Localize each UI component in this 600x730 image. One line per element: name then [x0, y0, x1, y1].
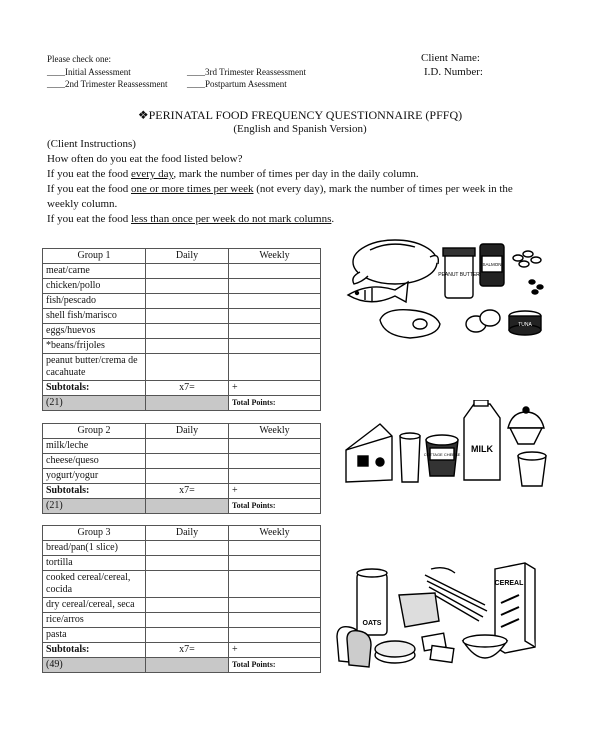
table-row: fish/pescado	[43, 294, 321, 309]
multiplier: x7=	[146, 381, 229, 396]
daily-cell[interactable]	[146, 571, 229, 598]
total-points-label: Total Points:	[229, 499, 321, 514]
group3-table	[42, 525, 321, 673]
check-label: Please check one:	[47, 54, 111, 64]
oats-label: OATS	[362, 620, 382, 627]
weekly-cell[interactable]	[229, 454, 321, 469]
daily-cell[interactable]	[146, 439, 229, 454]
total-points-label: Total Points:	[229, 658, 321, 673]
plus-sign: +	[229, 381, 321, 396]
milk-jug-icon	[464, 400, 500, 480]
table-row: yogurt/yogur	[43, 469, 321, 484]
table-row: tortilla	[43, 556, 321, 571]
page-subtitle: (English and Spanish Version)	[233, 123, 367, 135]
subtotals-label: Subtotals:	[43, 381, 146, 396]
eggs-icon	[466, 310, 500, 332]
daily-cell[interactable]	[146, 454, 229, 469]
protein-foods-illustration	[340, 232, 555, 347]
grain-foods-illustration	[335, 555, 550, 680]
weekly-cell[interactable]	[229, 279, 321, 294]
daily-cell[interactable]	[146, 279, 229, 294]
group2-weekly-header: Weekly	[229, 424, 321, 439]
table-row: cooked cereal/cereal, cocida	[43, 571, 321, 598]
table-row: shell fish/marisco	[43, 309, 321, 324]
daily-cell[interactable]	[146, 613, 229, 628]
client-name-label: Client Name:	[421, 52, 480, 64]
bread-icon	[337, 627, 371, 667]
milk-glass-icon	[400, 433, 420, 482]
table-row: peanut butter/crema de cacahuate	[43, 354, 321, 381]
group-max: (21)	[43, 499, 146, 514]
daily-cell[interactable]	[146, 598, 229, 613]
id-number-label: I.D. Number:	[424, 66, 483, 78]
instructions	[47, 137, 567, 227]
subtotals-label: Subtotals:	[43, 643, 146, 658]
instructions-line3-cont: weekly column.	[47, 198, 118, 210]
table-row: chicken/pollo	[43, 279, 321, 294]
subtotals-label: Subtotals:	[43, 484, 146, 499]
option-initial-assessment[interactable]: ____Initial Assessment	[47, 67, 131, 77]
fish-icon	[348, 282, 408, 302]
total-points-label: Total Points:	[229, 396, 321, 411]
salmon-label: SALMON	[482, 262, 502, 267]
cereal-bowl-icon	[463, 635, 507, 658]
daily-cell[interactable]	[146, 541, 229, 556]
salmon-can-icon	[480, 244, 504, 286]
option-2nd-trimester[interactable]: ____2nd Trimester Reassessment	[47, 79, 168, 89]
table-row: pasta	[43, 628, 321, 643]
option-3rd-trimester[interactable]: ____3rd Trimester Reassessment	[187, 67, 306, 77]
cereal-label: CEREAL	[494, 580, 524, 587]
instructions-line3: If you eat the food one or more times per week (not every day), mark the number of times per week in the	[47, 183, 513, 195]
weekly-cell[interactable]	[229, 556, 321, 571]
table-row: bread/pan(1 slice)	[43, 541, 321, 556]
group3-weekly-header: Weekly	[229, 526, 321, 541]
group2-header: Group 2	[43, 424, 146, 439]
instructions-line2: If you eat the food every day, mark the number of times per day in the daily column.	[47, 168, 419, 180]
instructions-line1: How often do you eat the food listed below?	[47, 153, 243, 165]
daily-cell[interactable]	[146, 556, 229, 571]
page-title: ❖PERINATAL FOOD FREQUENCY QUESTIONNAIRE (PFFQ)	[137, 108, 463, 122]
turkey-icon	[353, 240, 438, 284]
instructions-heading: (Client Instructions)	[47, 138, 136, 150]
daily-cell[interactable]	[146, 469, 229, 484]
table-row: meat/carne	[43, 264, 321, 279]
table-row: cheese/queso	[43, 454, 321, 469]
group-max: (21)	[43, 396, 146, 411]
instructions-line4: If you eat the food less than once per week do not mark columns.	[47, 213, 335, 225]
beans-icon	[513, 251, 543, 294]
tuna-can-icon	[509, 311, 541, 335]
yogurt-icon	[508, 407, 544, 444]
daily-cell[interactable]	[146, 264, 229, 279]
weekly-cell[interactable]	[229, 264, 321, 279]
plus-sign: +	[229, 643, 321, 658]
weekly-cell[interactable]	[229, 309, 321, 324]
cottage-cheese-label: COTTAGE CHEESE	[423, 452, 461, 457]
group2-table	[42, 423, 321, 514]
cheese-icon	[346, 424, 392, 482]
weekly-cell[interactable]	[229, 294, 321, 309]
group3-daily-header: Daily	[146, 526, 229, 541]
daily-cell[interactable]	[146, 354, 229, 381]
weekly-cell[interactable]	[229, 469, 321, 484]
tuna-label: TUNA	[518, 322, 532, 328]
weekly-cell[interactable]	[229, 571, 321, 598]
daily-cell[interactable]	[146, 628, 229, 643]
group1-daily-header: Daily	[146, 249, 229, 264]
yogurt-cup-icon	[518, 452, 546, 486]
table-row: dry cereal/cereal, seca	[43, 598, 321, 613]
daily-cell[interactable]	[146, 339, 229, 354]
table-row: rice/arros	[43, 613, 321, 628]
cottage-cheese-icon	[424, 435, 461, 476]
daily-cell[interactable]	[146, 294, 229, 309]
weekly-cell[interactable]	[229, 339, 321, 354]
group1-table	[42, 248, 321, 411]
weekly-cell[interactable]	[229, 324, 321, 339]
dairy-foods-illustration	[340, 400, 555, 495]
table-row: milk/leche	[43, 439, 321, 454]
steak-icon	[380, 310, 440, 338]
multiplier: x7=	[146, 484, 229, 499]
table-row: eggs/huevos	[43, 324, 321, 339]
group3-header: Group 3	[43, 526, 146, 541]
weekly-cell[interactable]	[229, 541, 321, 556]
group-max: (49)	[43, 658, 146, 673]
plus-sign: +	[229, 484, 321, 499]
table-row: *beans/frijoles	[43, 339, 321, 354]
tortilla-icon	[375, 641, 415, 663]
peanut-butter-jar-icon	[438, 248, 480, 298]
group1-weekly-header: Weekly	[229, 249, 321, 264]
weekly-cell[interactable]	[229, 613, 321, 628]
oats-canister-icon	[357, 569, 387, 635]
weekly-cell[interactable]	[229, 354, 321, 381]
group1-header: Group 1	[43, 249, 146, 264]
group2-daily-header: Daily	[146, 424, 229, 439]
peanut-butter-label: PEANUT BUTTER	[438, 272, 480, 278]
weekly-cell[interactable]	[229, 628, 321, 643]
milk-label: MILK	[471, 444, 493, 454]
daily-cell[interactable]	[146, 324, 229, 339]
weekly-cell[interactable]	[229, 439, 321, 454]
daily-cell[interactable]	[146, 309, 229, 324]
crackers-icon	[422, 633, 454, 662]
rice-bag-icon	[399, 593, 439, 627]
weekly-cell[interactable]	[229, 598, 321, 613]
option-postpartum[interactable]: ____Postpartum Asessment	[187, 79, 287, 89]
multiplier: x7=	[146, 643, 229, 658]
